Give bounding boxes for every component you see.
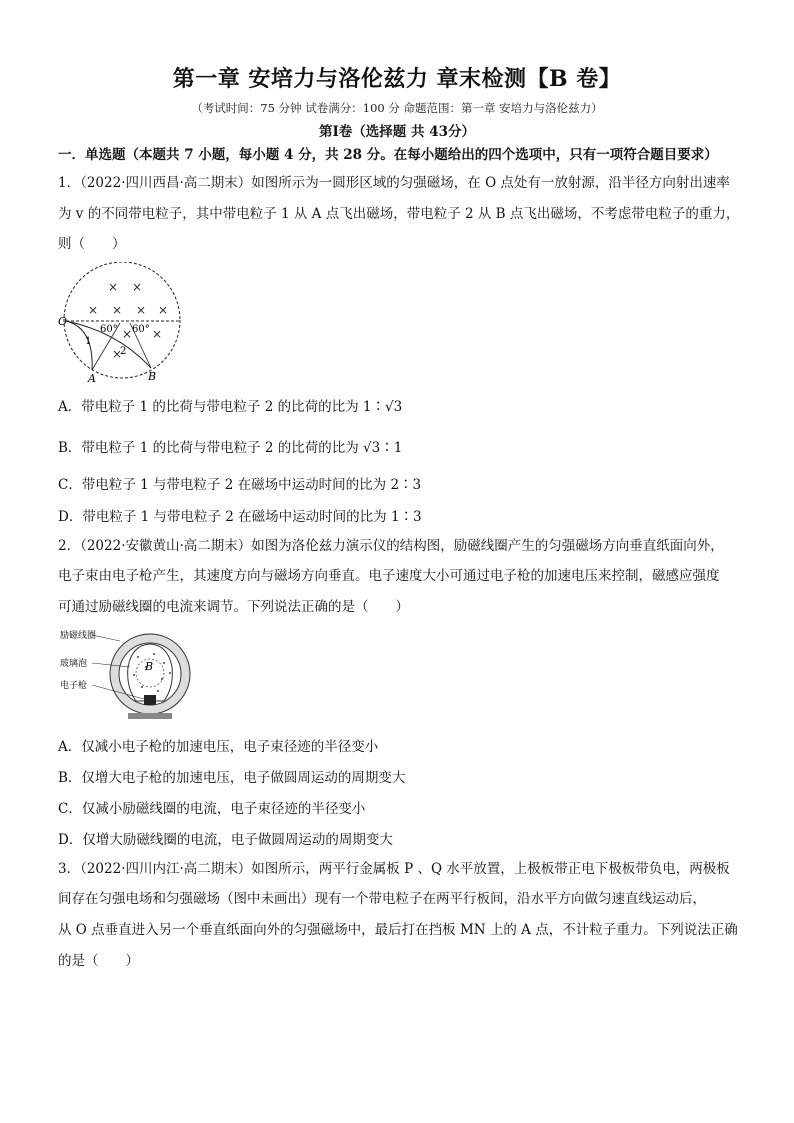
page-title: 第一章 安培力与洛伦兹力 章末检测【B 卷】 xyxy=(172,66,622,92)
q2-option-a[interactable]: A．仅减小电子枪的加速电压，电子束径迹的半径变小 xyxy=(58,739,379,755)
cross-mark: × xyxy=(152,327,163,341)
electron-gun-body xyxy=(144,695,156,705)
base-stand xyxy=(128,713,172,719)
q2-option-d[interactable]: D．仅增大励磁线圈的电流，电子做圆周运动的周期变大 xyxy=(58,832,393,848)
section-heading: 一．单选题（本题共 7 小题，每小题 4 分，共 28 分。在每小题给出的四个选项中，只有一项符合题目要求） xyxy=(58,147,718,163)
label-particle-1: 1 xyxy=(85,336,92,347)
cross-mark: × xyxy=(132,280,143,294)
q1-stem-line1: 1．（2022·四川西昌·高二期末）如图所示为一圆形区域的匀强磁场，在 O 点处有一放射源，沿半径方向射出速率 xyxy=(58,175,730,191)
label-gun: 电子枪 xyxy=(60,681,88,691)
label-B: B xyxy=(145,660,154,673)
q2-stem-line2: 电子束由电子枪产生，其速度方向与磁场方向垂直。电子速度大小可通过电子枪的加速电压来控制，磁感应强度 xyxy=(58,568,720,584)
label-particle-2: 2 xyxy=(120,346,127,357)
label-B: B xyxy=(148,370,157,383)
cross-mark: × xyxy=(108,280,119,294)
cross-mark: × xyxy=(112,347,123,361)
label-coil: 励磁线圈 xyxy=(60,631,97,641)
q1-option-a[interactable]: A．带电粒子 1 的比荷与带电粒子 2 的比荷的比为 1∶√3 xyxy=(58,399,403,415)
cross-mark: × xyxy=(158,303,169,317)
exam-info: （考试时间：75 分钟 试卷满分：100 分 命题范围：第一章 安培力与洛伦兹力） xyxy=(191,101,603,115)
q1-stem-line2: 为 v 的不同带电粒子，其中带电粒子 1 从 A 点飞出磁场，带电粒子 2 从 B 点飞出磁场，不考虑带电粒子的重力， xyxy=(58,206,740,222)
label-bulb: 玻璃泡 xyxy=(60,659,88,669)
volume-heading: 第Ⅰ卷（选择题 共 43分） xyxy=(318,124,475,140)
label-A: A xyxy=(88,372,96,384)
q2-option-c[interactable]: C．仅减小励磁线圈的电流，电子束径迹的半径变小 xyxy=(58,801,366,817)
q2-stem-line1: 2．（2022·安徽黄山·高二期末）如图为洛伦兹力演示仪的结构图，励磁线圈产生的匀强磁场方向垂直纸面向外， xyxy=(58,538,724,554)
q3-stem-line2: 间存在匀强电场和匀强磁场（图中未画出）现有一个带电粒子在两平行板间，沿水平方向做匀速直线运动后， xyxy=(58,891,706,907)
q1-option-c[interactable]: C．带电粒子 1 与带电粒子 2 在磁场中运动时间的比为 2∶3 xyxy=(58,477,422,493)
angle-label-1: 60° xyxy=(100,324,118,335)
q1-option-b[interactable]: B．带电粒子 1 的比荷与带电粒子 2 的比荷的比为 √3∶1 xyxy=(58,440,403,456)
q2-lorentz-demo-figure xyxy=(58,627,198,723)
q2-stem-line3: 可通过励磁线圈的电流来调节。下列说法正确的是（ ） xyxy=(58,599,409,615)
q3-stem-line4: 的是（ ） xyxy=(58,953,139,969)
angle-label-2: 60° xyxy=(132,324,150,335)
q1-option-d[interactable]: D．带电粒子 1 与带电粒子 2 在磁场中运动时间的比为 1∶3 xyxy=(58,509,422,525)
label-O: O xyxy=(58,315,68,328)
q3-stem-line1: 3．（2022·四川内江·高二期末）如图所示，两平行金属板 P 、Q 水平放置，上极板带正电下极板带负电，两极板 xyxy=(58,861,730,877)
cross-mark: × xyxy=(136,303,147,317)
q2-option-b[interactable]: B．仅增大电子枪的加速电压，电子做圆周运动的周期变大 xyxy=(58,770,406,786)
q3-stem-line3: 从 O 点垂直进入另一个垂直纸面向外的匀强磁场中，最后打在挡板 MN 上的 A 点，不计粒子重力。下列说法正确 xyxy=(58,922,738,938)
cross-mark: × xyxy=(88,303,99,317)
cross-mark: × xyxy=(112,303,123,317)
q1-magnetic-field-figure xyxy=(58,262,188,384)
cross-mark: × xyxy=(122,327,133,341)
q1-stem-line3: 则（ ） xyxy=(58,236,126,252)
